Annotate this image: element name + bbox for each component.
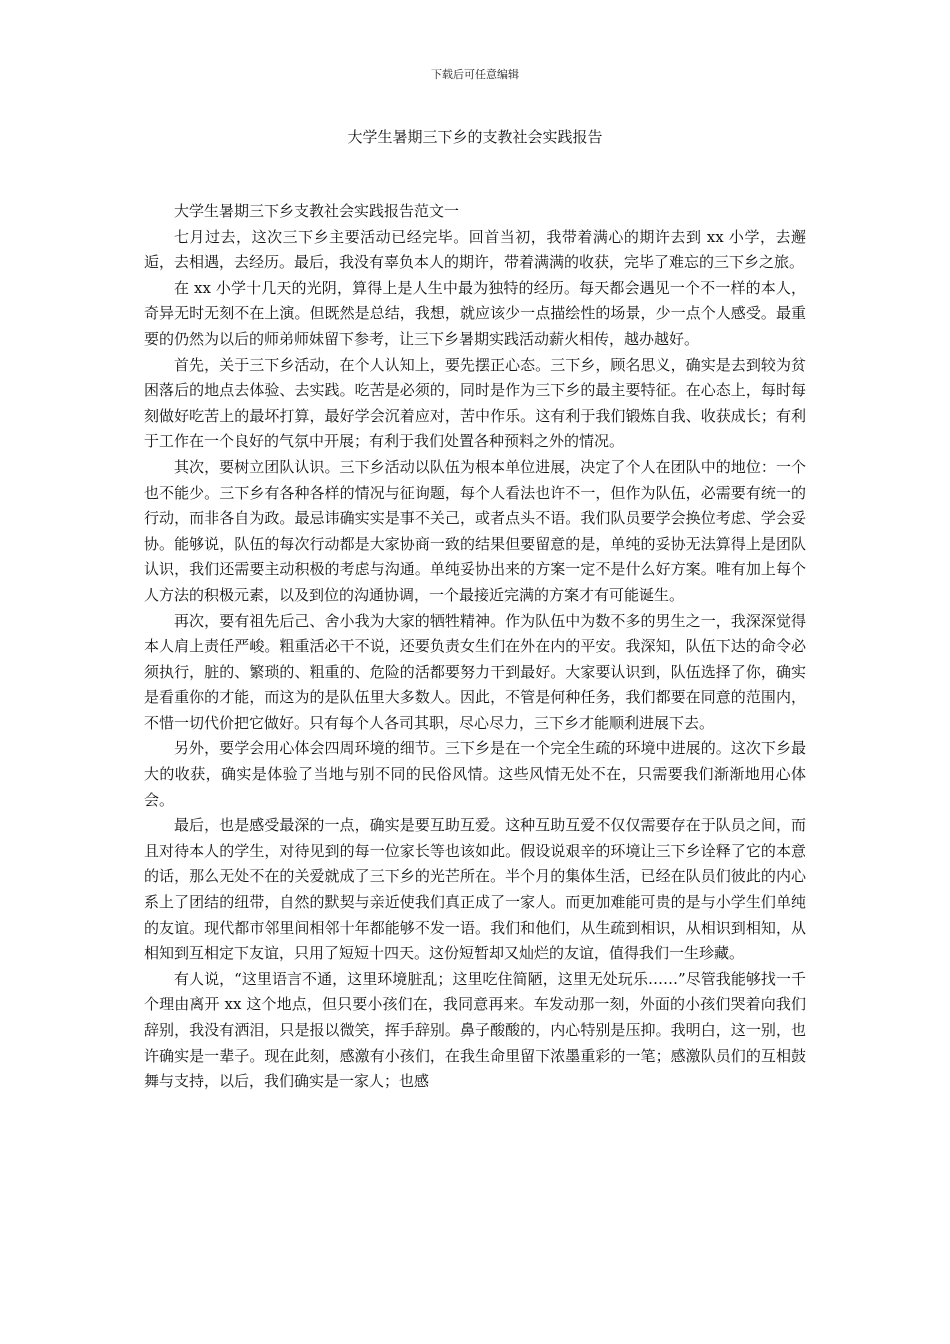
paragraph: 首先，关于三下乡活动，在个人认知上，要先摆正心态。三下乡，顾名思义，确实是去到较为贫困落后的地点去体验、去实践。吃苦是必须的，同时是作为三下乡的最主要特征。在心态上，每时每刻做好吃苦上的最坏打算，最好学会沉着应对，苦中作乐。这有利于我们锻炼自我、收获成长；有利于工作在一个良好的气氛中开展；有利于我们处置各种预料之外的情况。 — [144, 355, 806, 451]
document-title: 大学生暑期三下乡的支教社会实践报告 — [347, 128, 603, 146]
paragraph-subtitle: 大学生暑期三下乡支教社会实践报告范文一 — [174, 202, 460, 220]
paragraph: 再次，要有祖先后己、舍小我为大家的牺牲精神。作为队伍中为数不多的男生之一，我深深觉得本人肩上责任严峻。粗重活必干不说，还要负责女生们在外在内的平安。我深知，队伍下达的命令必须执行，脏的、繁琐的、粗重的、危险的活都要努力干到最好。大家要认识到，队伍选择了你，确实是看重你的才能，而这为的是队伍里大多数人。因此，不管是何种任务，我们都要在同意的范围内，不惜一切代价把它做好。只有每个人各司其职，尽心尽力，三下乡才能顺利进展下去。 — [144, 611, 806, 732]
paragraph: 七月过去，这次三下乡主要活动已经完毕。回首当初，我带着满心的期许去到 xx 小学，去邂逅，去相遇，去经历。最后，我没有辜负本人的期许，带着满满的收获，完毕了难忘的三下乡之旅。 — [144, 227, 806, 272]
paragraph: 其次，要树立团队认识。三下乡活动以队伍为根本单位进展，决定了个人在团队中的地位：一个也不能少。三下乡有各种各样的情况与征询题，每个人看法也许不一，但作为队伍，必需要有统一的行动，而非各自为政。最忌讳确实实是事不关己，或者点头不语。我们队员要学会换位考虑、学会妥协。能够说，队伍的每次行动都是大家协商一致的结果但要留意的是，单纯的妥协无法算得上是团队认识，我们还需要主动积极的考虑与沟通。单纯妥协出来的方案一定不是什么好方案。唯有加上每个人方法的积极元素，以及到位的沟通协调，一个最接近完满的方案才有可能诞生。 — [144, 457, 806, 604]
paragraph: 有人说，“这里语言不通，这里环境脏乱；这里吃住简陋，这里无处玩乐……”尽管我能够找一千个理由离开 xx 这个地点，但只要小孩们在，我同意再来。车发动那一刻，外面的小孩们哭着向我们辞别，我没有洒泪，只是报以微笑，挥手辞别。鼻子酸酸的，内心特别是压抑。我明白，这一别，也许确实是一辈子。现在此刻，感激有小孩们，在我生命里留下浓墨重彩的一笔；感激队员们的互相鼓舞与支持，以后，我们确实是一家人；也感 — [144, 969, 806, 1091]
document-body — [144, 199, 806, 1095]
paragraph: 另外，要学会用心体会四周环境的细节。三下乡是在一个完全生疏的环境中进展的。这次下乡最大的收获，确实是体验了当地与别不同的民俗风情。这些风情无处不在，只需要我们渐渐地用心体会。 — [144, 739, 806, 809]
paragraph: 在 xx 小学十几天的光阴，算得上是人生中最为独特的经历。每天都会遇见一个不一样的本人，奇异无时无刻不在上演。但既然是总结，我想，就应该少一点描绘性的场景，少一点个人感受。最重要的仍然为以后的师弟师妹留下参考，让三下乡暑期实践活动薪火相传，越办越好。 — [144, 278, 806, 348]
header-note: 下载后可任意编辑 — [431, 68, 519, 81]
paragraph: 最后，也是感受最深的一点，确实是要互助互爱。这种互助互爱不仅仅需要存在于队员之间，而且对待本人的学生，对待见到的每一位家长等也该如此。假设说艰辛的环境让三下乡诠释了它的本意的话，那么无处不在的关爱就成了三下乡的光芒所在。半个月的集体生活，已经在队员们彼此的内心系上了团结的纽带，自然的默契与亲近使我们真正成了一家人。而更加难能可贵的是与小学生们单纯的友谊。现代都市邻里间相邻十年都能够不发一语。我们和他们，从生疏到相识，从相识到相知，从相知到互相定下友谊，只用了短短十四天。这份短暂却又灿烂的友谊，值得我们一生珍藏。 — [144, 816, 806, 963]
